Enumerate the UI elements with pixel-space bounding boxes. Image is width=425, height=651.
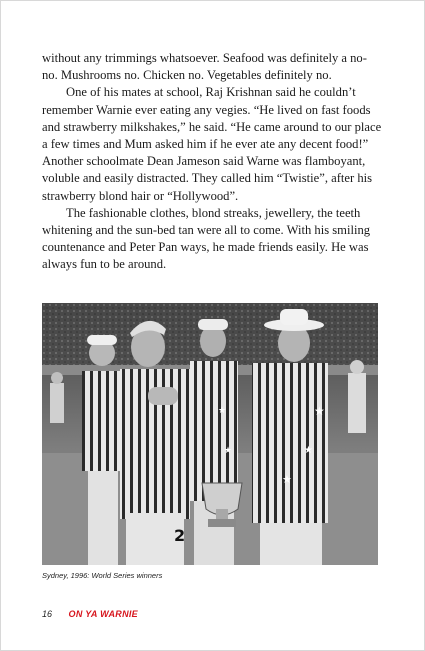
svg-text:★: ★ (224, 446, 233, 456)
svg-text:★: ★ (314, 404, 325, 418)
body-text (42, 50, 382, 274)
svg-text:★: ★ (218, 406, 227, 416)
photo-caption: Sydney, 1996: World Series winners (42, 571, 163, 580)
shirt-number: 2 (174, 526, 186, 545)
svg-text:★: ★ (282, 473, 292, 486)
page-number: 16 (42, 609, 53, 619)
svg-text:★: ★ (304, 445, 313, 456)
team-photo (42, 303, 378, 565)
paragraph-3: The fashionable clothes, blond streaks, jewellery, the teeth whitening and the sun-bed tan were all to come. With his smiling countenance and Peter Pan ways, he made friends easily. He was always fun to be around. (42, 205, 371, 272)
paragraph-1: without any trimmings whatsoever. Seafood was definitely a no-no. Mushrooms no. Chicken no. Vegetables definitely no. (42, 51, 367, 83)
running-title: ON YA WARNIE (68, 609, 138, 619)
page-footer (42, 609, 138, 619)
paragraph-2: One of his mates at school, Raj Krishnan said he couldn’t remember Warnie ever eating any vegies. “He lived on fast foods and strawberry milkshakes,” he said. “He came around to our place a few times and Mum asked him if he ever ate any decent food!” Another schoolmate Dean Jameson said Warne was flamboyant, voluble and easily distracted. They called him “Twistie”, after his strawberry blond hair or “Hollywood”. (42, 85, 382, 203)
